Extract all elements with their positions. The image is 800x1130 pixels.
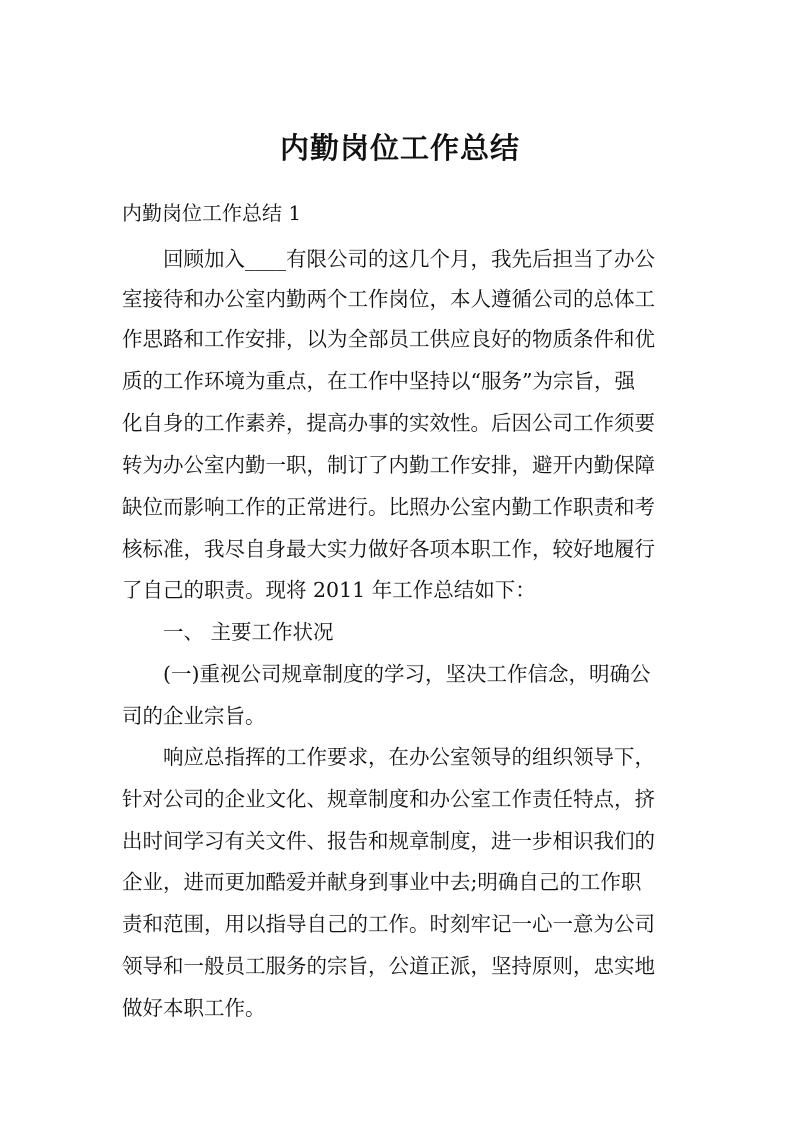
- paragraph-line: 责和范围，用以指导自己的工作。时刻牢记一心一意为公司: [122, 912, 655, 936]
- paragraph-line: (一)重视公司规章制度的学习，坚决工作信念，明确公: [163, 662, 651, 686]
- paragraph-line: 作思路和工作安排，以为全部员工供应良好的物质条件和优: [122, 327, 655, 351]
- paragraph-line: 企业，进而更加酷爱并献身到事业中去;明确自己的工作职: [122, 870, 642, 894]
- paragraph-line: 响应总指挥的工作要求，在办公室领导的组织领导下，: [163, 745, 655, 769]
- paragraph-line: 出时间学习有关文件、报告和规章制度，进一步相识我们的: [122, 829, 655, 853]
- paragraph-line: 质的工作环境为重点，在工作中坚持以“服务”为宗旨，强: [122, 369, 635, 393]
- section-subtitle: 内勤岗位工作总结 1: [122, 201, 302, 225]
- paragraph-line: 回顾加入____有限公司的这几个月，我先后担当了办公: [163, 247, 655, 271]
- paragraph-line: 室接待和办公室内勤两个工作岗位，本人遵循公司的总体工: [122, 287, 655, 311]
- paragraph-line: 缺位而影响工作的正常进行。比照办公室内勤工作职责和考: [122, 495, 655, 519]
- paragraph-line: 转为办公室内勤一职，制订了内勤工作安排，避开内勤保障: [122, 453, 655, 477]
- paragraph-line: 核标准，我尽自身最大实力做好各项本职工作，较好地履行: [122, 537, 655, 561]
- paragraph-line: 做好本职工作。: [122, 996, 266, 1020]
- paragraph-line: 领导和一般员工服务的宗旨，公道正派，坚持原则，忠实地: [122, 954, 655, 978]
- document-title: 内勤岗位工作总结: [279, 131, 520, 165]
- paragraph-line: 司的企业宗旨。: [122, 704, 266, 728]
- paragraph-line: 了自己的职责。现将 2011 年工作总结如下：: [122, 578, 536, 602]
- section-heading: 一、 主要工作状况: [163, 620, 334, 644]
- paragraph-line: 化自身的工作素养，提高办事的实效性。后因公司工作须要: [122, 411, 655, 435]
- paragraph-line: 针对公司的企业文化、规章制度和办公室工作责任特点，挤: [122, 787, 655, 811]
